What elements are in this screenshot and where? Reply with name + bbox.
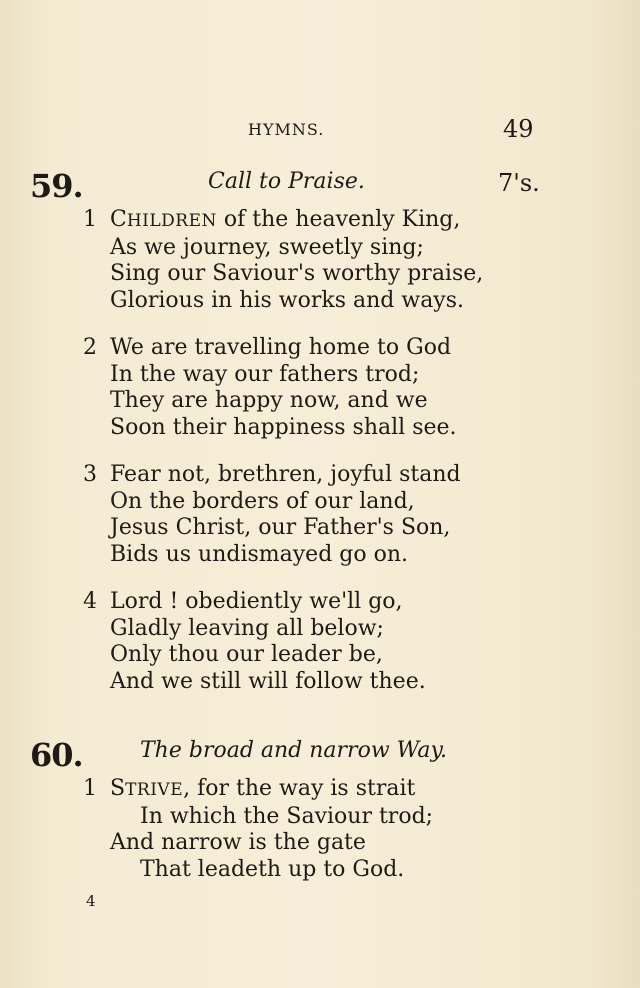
stanza-line: Bids us undismayed go on. [110,541,408,567]
hymn-number: 59. [30,167,83,205]
stanza-line: That leadeth up to God. [140,856,405,882]
stanza-line: We are travelling home to God [110,335,452,360]
page-number: 49 [503,115,534,143]
stanza-line: Glorious in his works and ways. [110,287,465,313]
stanza-line: Fear not, brethren, joyful stand [110,462,461,487]
signature-mark: 4 [86,892,96,910]
stanza-line: Gladly leaving all below; [110,615,384,641]
stanza-line: And we still will follow thee. [110,668,426,694]
line-rest: , for the way is strait [183,776,416,801]
hymn-header [0,167,640,207]
stanza-line: They are happy now, and we [110,388,428,413]
line-rest: of the heavenly King, [216,207,461,232]
hymn-59 [0,167,640,716]
stanza-number: 1 [83,776,97,801]
stanza-line: Jesus Christ, our Father's Son, [110,515,451,540]
stanza-number: 4 [83,589,97,614]
hymn-title: Call to Praise. [208,169,365,194]
stanza-line: On the borders of our land, [110,488,415,514]
hymn-60 [0,736,640,904]
hymn-header [0,736,640,776]
hymn-number: 60. [30,736,83,774]
stanza-line: In the way our fathers trod; [110,361,420,387]
stanza-number: 1 [83,207,97,232]
small-caps-word: HILDREN [126,211,217,231]
stanza-line: And narrow is the gate [110,830,366,855]
hymn-title: The broad and narrow Way. [140,738,447,763]
stanza-1 [0,776,640,883]
stanza-line: As we journey, sweetly sing; [110,234,424,260]
stanza-4 [0,589,640,695]
stanza-2 [0,335,640,441]
drop-cap: C [110,207,127,232]
stanza-line: Only thou our leader be, [110,642,383,667]
stanza-line: Soon their happiness shall see. [110,414,457,440]
stanza-line: In which the Saviour trod; [140,803,434,829]
running-head [0,117,640,147]
small-caps-word: TRIVE [125,780,184,800]
stanza-number: 2 [83,335,97,360]
stanza-number: 3 [83,462,97,487]
hymn-meter: 7's. [498,169,540,197]
stanza-line: Lord ! obediently we'll go, [110,589,403,614]
stanza-1 [0,207,640,314]
stanza-line: Sing our Saviour's worthy praise, [110,261,484,286]
stanza-3 [0,462,640,568]
drop-cap: S [110,776,126,801]
running-title: HYMNS. [248,120,325,139]
